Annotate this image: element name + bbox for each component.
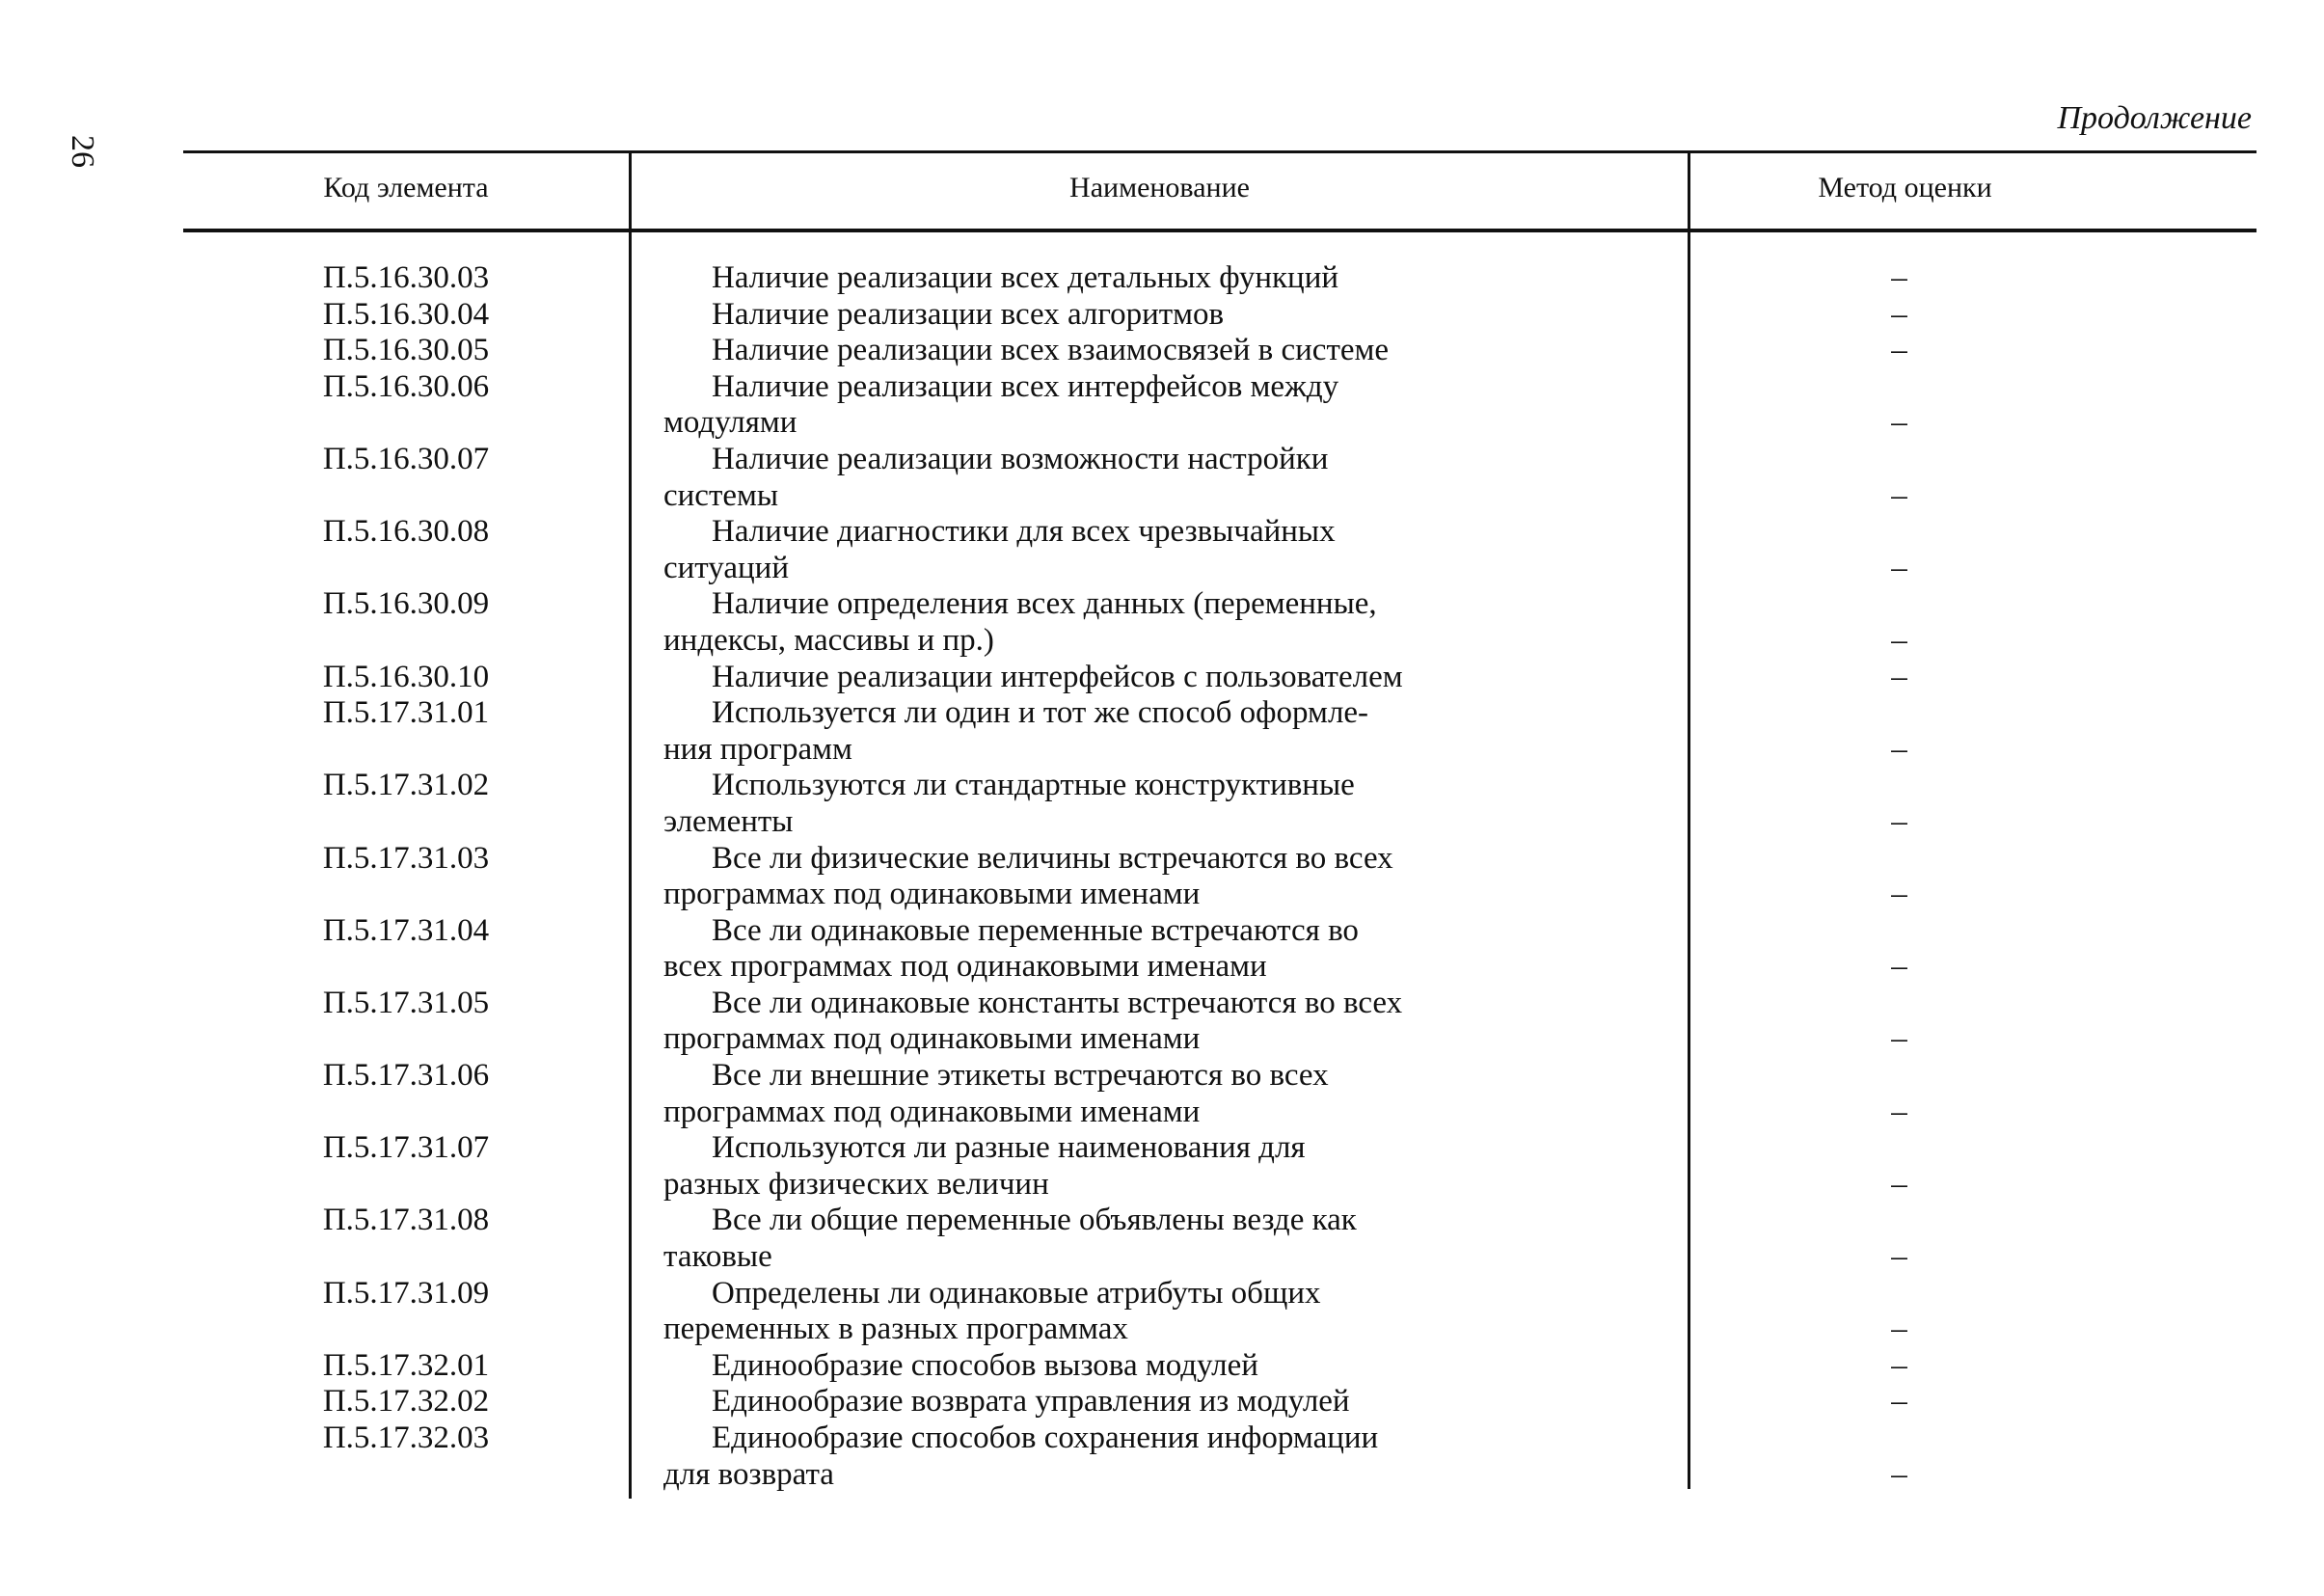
evaluation-method: – (1891, 1021, 1907, 1057)
element-code: П.5.16.30.09 (322, 586, 490, 622)
element-name-line: Единообразие возврата управления из модулей (712, 1384, 1350, 1420)
evaluation-method: – (1891, 1384, 1907, 1420)
element-name (629, 1348, 1685, 1385)
element-code: П.5.17.31.08 (322, 1203, 490, 1238)
element-code: П.5.16.30.06 (322, 368, 490, 404)
evaluation-method: – (1891, 731, 1907, 767)
element-name-line: программах под одинаковыми именами (663, 877, 1201, 912)
element-name-line: Все ли физические величины встречаются во всех (712, 840, 1393, 876)
table-row (183, 695, 2256, 768)
element-code: П.5.17.32.02 (322, 1384, 490, 1420)
continuation-label: Продолжение (2057, 100, 2252, 136)
table-row (183, 297, 2256, 334)
element-name (629, 369, 1685, 442)
table-row (183, 660, 2256, 696)
element-name-line: Все ли одинаковые константы встречаются во всех (712, 985, 1403, 1020)
evaluation-method: – (1891, 1166, 1907, 1202)
element-name-line: Единообразие способов вызова модулей (712, 1347, 1258, 1383)
element-name (629, 986, 1685, 1058)
element-name-line: Наличие реализации всех взаимосвязей в системе (712, 333, 1390, 368)
evaluation-method: – (1891, 803, 1907, 839)
evaluation-method: – (1891, 296, 1907, 332)
element-name-line: для возврата (663, 1456, 834, 1492)
element-code: П.5.17.31.02 (322, 768, 490, 803)
evaluation-method: – (1891, 405, 1907, 441)
element-name (629, 260, 1685, 297)
element-name-line: Наличие реализации интерфейсов с пользователем (712, 659, 1403, 694)
element-name (629, 1203, 1685, 1275)
element-name (629, 1384, 1685, 1420)
table-header-rule (183, 229, 2256, 232)
element-name-line: Единообразие способов сохранения информации (712, 1420, 1379, 1455)
element-name (629, 442, 1685, 514)
table-row (183, 369, 2256, 442)
element-code: П.5.17.31.03 (322, 840, 490, 876)
element-code: П.5.16.30.10 (322, 659, 490, 694)
element-name (629, 1130, 1685, 1203)
table-row (183, 1348, 2256, 1385)
element-code: П.5.17.31.09 (322, 1275, 490, 1311)
header-code: Код элемента (323, 172, 489, 203)
element-name (629, 297, 1685, 334)
element-name-line: Наличие определения всех данных (переменные, (712, 586, 1377, 622)
element-name-line: переменных в разных программах (663, 1312, 1128, 1347)
element-name-line: Используются ли стандартные конструктивные (712, 768, 1355, 803)
element-name-line: программах под одинаковыми именами (663, 1021, 1201, 1057)
element-name (629, 333, 1685, 369)
header-name: Наименование (1069, 172, 1250, 203)
element-code: П.5.16.30.05 (322, 333, 490, 368)
evaluation-method: – (1891, 1239, 1907, 1275)
element-code: П.5.17.31.07 (322, 1130, 490, 1166)
header-method: Метод оценки (1818, 172, 1992, 203)
evaluation-method: – (1891, 477, 1907, 513)
table-row (183, 1203, 2256, 1275)
evaluation-method: – (1891, 1094, 1907, 1129)
element-name-line: программах под одинаковыми именами (663, 1094, 1201, 1129)
table-top-rule (183, 150, 2256, 153)
page-number: 26 (65, 135, 100, 168)
evaluation-method: – (1891, 550, 1907, 585)
table-row (183, 1276, 2256, 1348)
table-row (183, 986, 2256, 1058)
element-name-line: Определены ли одинаковые атрибуты общих (712, 1275, 1321, 1311)
element-name (629, 768, 1685, 840)
table-row (183, 586, 2256, 659)
evaluation-method: – (1891, 1312, 1907, 1347)
element-name (629, 841, 1685, 913)
evaluation-method: – (1891, 622, 1907, 658)
element-code: П.5.17.31.05 (322, 985, 490, 1020)
table-row (183, 1130, 2256, 1203)
element-name-line: ния программ (663, 731, 852, 767)
element-name-line: системы (663, 477, 779, 513)
element-name-line: ситуаций (663, 550, 789, 585)
element-name-line: Наличие реализации всех интерфейсов между (712, 368, 1339, 404)
table-row (183, 260, 2256, 297)
element-code: П.5.17.31.06 (322, 1058, 490, 1094)
evaluation-method: – (1891, 1347, 1907, 1383)
element-code: П.5.17.31.01 (322, 695, 490, 731)
element-code: П.5.17.32.01 (322, 1347, 490, 1383)
element-code: П.5.16.30.08 (322, 514, 490, 550)
element-name-line: разных физических величин (663, 1166, 1049, 1202)
element-code: П.5.16.30.04 (322, 296, 490, 332)
element-code: П.5.17.32.03 (322, 1420, 490, 1455)
table-row (183, 768, 2256, 840)
table-row (183, 1058, 2256, 1130)
element-name-line: всех программах под одинаковыми именами (663, 949, 1267, 985)
element-name (629, 586, 1685, 659)
evaluation-method: – (1891, 1456, 1907, 1492)
element-name (629, 1276, 1685, 1348)
element-name (629, 1420, 1685, 1493)
element-name-line: Наличие диагностики для всех чрезвычайных (712, 514, 1336, 550)
element-name (629, 1058, 1685, 1130)
element-code: П.5.16.30.03 (322, 260, 490, 295)
table-row (183, 1420, 2256, 1493)
evaluation-method: – (1891, 659, 1907, 694)
table-row (183, 333, 2256, 369)
table-row (183, 514, 2256, 586)
element-name (629, 913, 1685, 986)
evaluation-method: – (1891, 877, 1907, 912)
element-name-line: Все ли общие переменные объявлены везде как (712, 1203, 1357, 1238)
evaluation-method: – (1891, 333, 1907, 368)
table-body (183, 260, 2256, 1493)
element-name-line: таковые (663, 1239, 772, 1275)
element-name-line: Все ли одинаковые переменные встречаются во (712, 912, 1359, 948)
table-row (183, 1384, 2256, 1420)
table-row (183, 913, 2256, 986)
element-code: П.5.16.30.07 (322, 441, 490, 476)
element-name-line: Наличие реализации возможности настройки (712, 441, 1329, 476)
element-name (629, 514, 1685, 586)
element-name-line: Используется ли один и тот же способ оформле- (712, 695, 1369, 731)
element-name-line: Наличие реализации всех детальных функций (712, 260, 1339, 295)
evaluation-method: – (1891, 260, 1907, 295)
element-name-line: Наличие реализации всех алгоритмов (712, 296, 1225, 332)
table-row (183, 442, 2256, 514)
element-name (629, 660, 1685, 696)
element-code: П.5.17.31.04 (322, 912, 490, 948)
table-row (183, 841, 2256, 913)
element-name-line: индексы, массивы и пр.) (663, 622, 994, 658)
evaluation-method: – (1891, 949, 1907, 985)
element-name-line: элементы (663, 803, 794, 839)
element-name (629, 695, 1685, 768)
element-name-line: Все ли внешние этикеты встречаются во всех (712, 1058, 1329, 1094)
element-name-line: Используются ли разные наименования для (712, 1130, 1306, 1166)
element-name-line: модулями (663, 405, 797, 441)
